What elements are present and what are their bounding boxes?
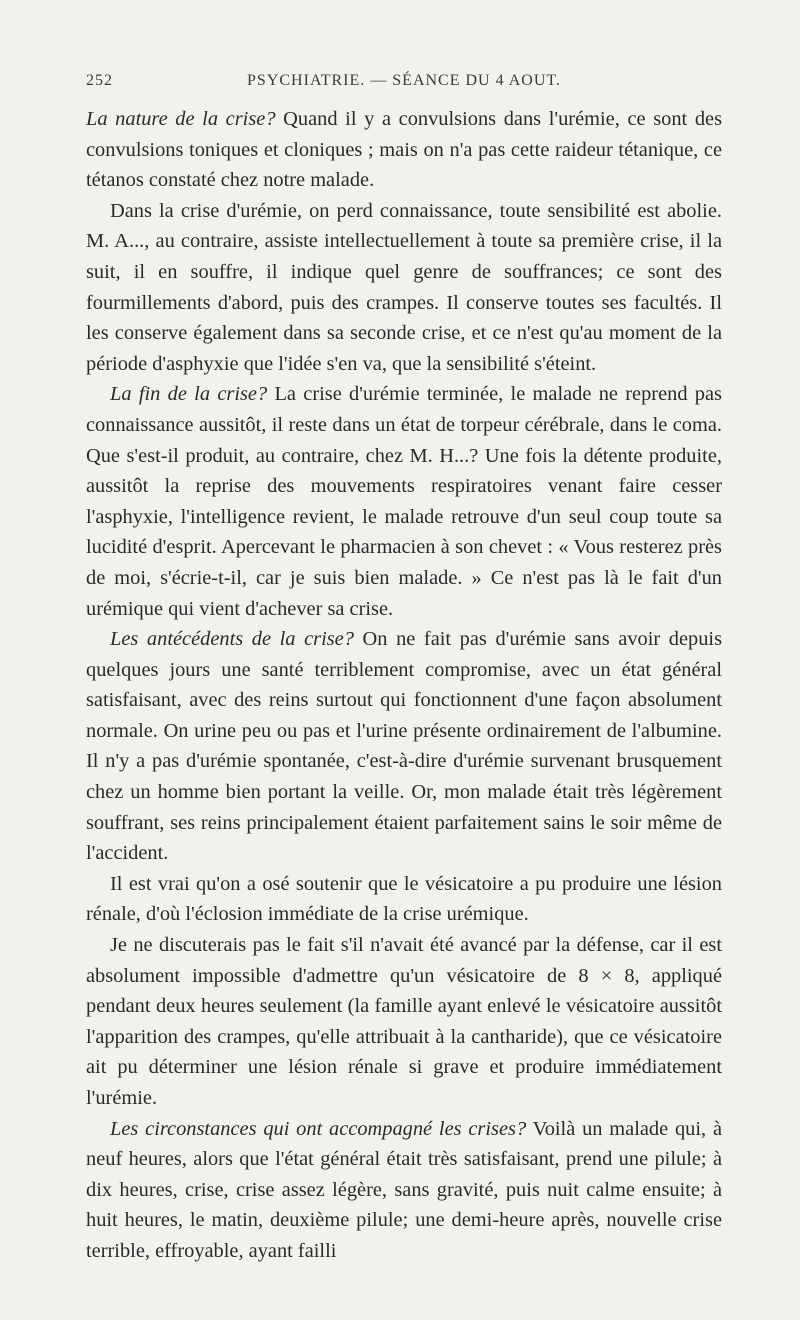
paragraph-text: Voilà un malade qui, à neuf heures, alors que l'état général était très satisfaisant, prend une pilule; à dix heures, crise, crise assez légère, sans gravité, puis nuit calme ensuite; à huit heures, le matin, deuxième pilule; une demi-heure après, nouvelle crise terrible, effroyable, ayant failli [86, 1117, 722, 1262]
paragraph-text: Il est vrai qu'on a osé soutenir que le vésicatoire a pu produire une lésion rénale, d'où l'éclosion immédiate de la crise urémique. [86, 872, 722, 926]
paragraph-text: La crise d'urémie terminée, le malade ne reprend pas connaissance aussitôt, il reste dans un état de torpeur cérébrale, dans le coma. Que s'est-il produit, au contraire, chez M. H...? Une fois la détente produite, aussitôt la reprise des mouvements respiratoires venant faire cesser l'asphyxie, l'intelligence revient, le malade retrouve d'un seul coup toute sa lucidité d'esprit. Apercevant le pharmacien à son chevet : « Vous resterez près de moi, s'écrie-t-il, car je suis bien malade. » Ce n'est pas là le fait d'un urémique qui vient d'achever sa crise. [86, 383, 722, 620]
paragraph-fin [86, 379, 722, 624]
paragraph-text: Quand il y a convulsions dans l'urémie, ce sont des convulsions toniques et cloniques ; mais on n'a pas cette raideur tétanique, ce tétanos constaté chez notre malade. [86, 108, 723, 192]
paragraph-connaissance [86, 196, 722, 380]
paragraph-lead: La fin de la crise? [110, 383, 268, 406]
paragraph-text: Dans la crise d'urémie, on perd connaissance, toute sensibilité est abolie. M. A..., au contraire, assiste intellectuellement à toute sa première crise, il la suit, il en souffre, il indique quel genre de souffrances; ce sont des fourmillements d'abord, puis des crampes. Il conserve toutes ses facultés. Il les conserve également dans sa seconde crise, et ce n'est qu'au moment de la période d'asphyxie que l'idée s'en va, que la sensibilité s'éteint. [86, 199, 722, 375]
paragraph-nature [86, 104, 722, 196]
paragraph-lead: La nature de la crise? [86, 108, 276, 130]
paragraph-lead: Les antécédents de la crise? [110, 628, 354, 651]
paragraph-vesicatoire [86, 869, 722, 930]
page-number: 252 [86, 72, 113, 89]
paragraph-circonstances [86, 1114, 722, 1267]
paragraph-text: On ne fait pas d'urémie sans avoir depuis quelques jours une santé terriblement compromise, avec un état général satisfaisant, avec des reins surtout qui fonctionnent d'une façon absolument normale. On urine peu ou pas et l'urine présente ordinairement de l'albumine. Il n'y a pas d'urémie spontanée, c'est-à-dire d'urémie survenant brusquement chez un homme bien portant la veille. Or, mon malade était très légèrement souffrant, ses reins principalement étaient parfaitement sains le soir même de l'accident. [86, 628, 723, 865]
paragraph-lead: Les circonstances qui ont accompagné les crises? [110, 1117, 527, 1140]
paragraph-defense [86, 930, 722, 1114]
paragraph-text: Je ne discuterais pas le fait s'il n'avait été avancé par la défense, car il est absolument impossible d'admettre qu'un vésicatoire de 8 × 8, appliqué pendant deux heures seulement (la famille ayant enlevé le vésicatoire aussitôt l'apparition des crampes, qu'elle attribuait à la cantharide), que ce vésicatoire ait pu déterminer une lésion rénale si grave et produire immédiatement l'urémie. [86, 934, 722, 1109]
paragraph-antecedents [86, 624, 722, 869]
body-text [86, 104, 722, 1267]
running-title: PSYCHIATRIE. — SÉANCE DU 4 AOUT. [247, 72, 561, 89]
